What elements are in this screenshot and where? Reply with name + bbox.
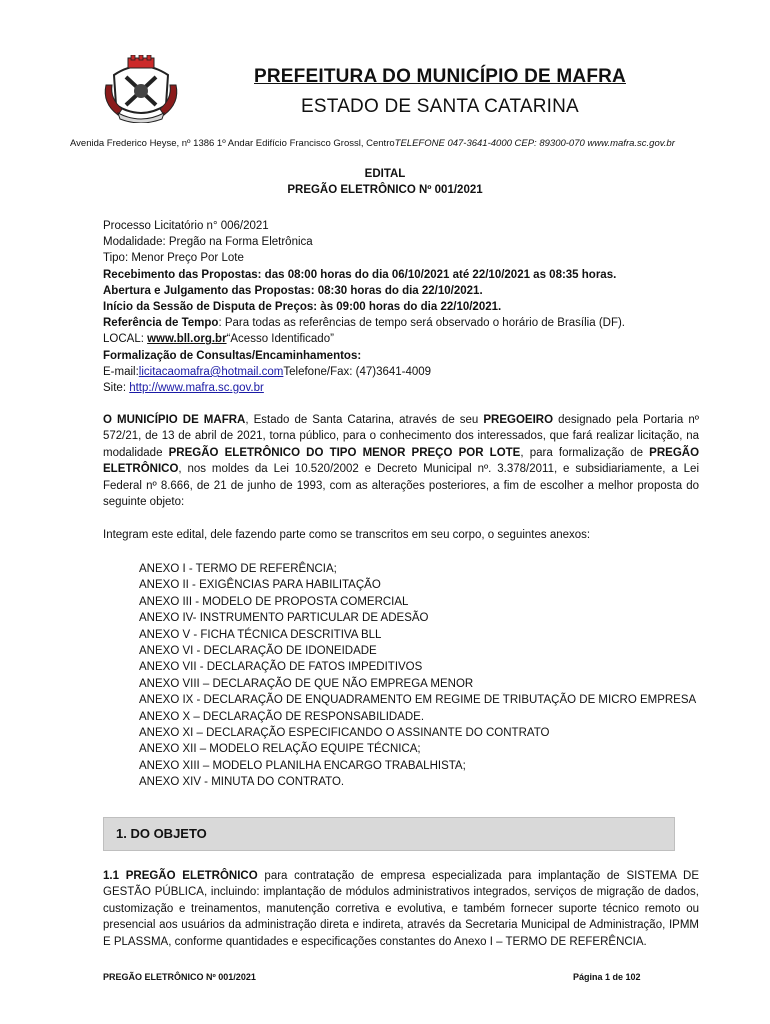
phone-text: Telefone/Fax: (47)3641-4009 [283,365,432,378]
intro-paragraph [103,412,699,510]
intro-text-2: designado pela Portaria nº 572/21, de 13 de abril de 2021, torna público, para o conhecimento dos interessados, que fará realizar licitação, na modalidade [103,414,699,459]
referencia-label: Referência de Tempo [103,317,219,330]
annex-item: ANEXO V - FICHA TÉCNICA DESCRITIVA BLL [139,628,382,641]
referencia-text: : Para todas as referências de tempo será observado o horário de Brasília (DF). [218,317,626,330]
intro-text-4: , nos moldes da Lei 10.520/2002 e Decreto Municipal nº. 3.378/2011, e subsidiariamente, a Lei Federal nº 8.666, de 21 de junho de 1993, com as alterações posteriores, a fim de escolher a melhor proposta do seguinte objeto: [103,463,699,509]
tipo-line: Tipo: Menor Preço Por Lote [103,252,244,265]
annex-item: ANEXO XIII – MODELO PLANILHA ENCARGO TRABALHISTA; [139,759,466,772]
local-label: LOCAL: [103,333,148,346]
address-text: Avenida Frederico Heyse, nº 1386 1º Andar Edifício Francisco Grossl, Centro [70,138,395,149]
processo-line: Processo Licitatório n° 006/2021 [103,220,269,232]
pregao-heading: PREGÃO ELETRÔNICO Nº 001/2021 [287,184,483,196]
section-title: 1. DO OBJETO [116,826,207,841]
formalizacao-line: Formalização de Consultas/Encaminhamentos: [103,349,362,362]
intro-bold-2: PREGOEIRO [483,414,554,426]
site-link[interactable]: http://www.mafra.sc.gov.br [129,382,264,395]
recebimento-line: Recebimento das Propostas: das 08:00 horas do dia 06/10/2021 até 22/10/2021 as 08:35 horas. [103,268,617,281]
annex-item: ANEXO VII - DECLARAÇÃO DE FATOS IMPEDITIVOS [139,661,423,674]
intro-bold-1: O MUNICÍPIO DE MAFRA [103,414,246,426]
annexes-intro: Integram este edital, dele fazendo parte como se transcritos em seu corpo, o seguintes anexos: [103,529,591,541]
referencia-line [103,315,703,331]
intro-text-3: , para formalização de [520,446,650,459]
annex-item: ANEXO II - EXIGÊNCIAS PARA HABILITAÇÃO [139,579,381,592]
annex-item: ANEXO X – DECLARAÇÃO DE RESPONSABILIDADE. [139,710,425,723]
objeto-bold: 1.1 PREGÃO ELETRÔNICO [103,870,258,882]
objeto-text: para contratação de empresa especializada para implantação de SISTEMA DE GESTÃO PÚBLICA, incluindo: implantação de módulos administrativos integrados, serviços de migração de dados, customização e treinamentos, manutenção corretiva e evolutiva, e também fornecer suporte técnico remoto ou presencial aos usuários da administração direta e indireta, através da Secretaria Municipal de Administração, IPMM E PLASSMA, conforme quantidades e especificações constantes do Anexo I – TERMO DE REFERÊNCIA. [103,870,699,948]
annex-list [139,561,699,791]
annex-item: ANEXO VI - DECLARAÇÃO DE IDONEIDADE [139,645,377,658]
footer-page-number: Página 1 de 102 [573,972,641,982]
intro-bold-3: PREGÃO ELETRÔNICO DO TIPO MENOR PREÇO POR LOTE [168,446,521,459]
email-line [103,364,703,380]
address-line [70,138,750,149]
annex-item: ANEXO I - TERMO DE REFERÊNCIA; [139,563,337,575]
email-link[interactable]: licitacaomafra@hotmail.com [138,365,284,378]
annex-item: ANEXO IV- INSTRUMENTO PARTICULAR DE ADESÃO [139,612,429,625]
abertura-line: Abertura e Julgamento das Propostas: 08:30 horas do dia 22/10/2021. [103,284,483,297]
section-header-objeto [103,817,675,851]
modalidade-line: Modalidade: Pregão na Forma Eletrônica [103,236,313,249]
local-line [103,331,703,347]
annex-item: ANEXO IX - DECLARAÇÃO DE ENQUADRAMENTO EM REGIME DE TRIBUTAÇÃO DE MICRO EMPRESA [139,694,697,707]
objeto-paragraph [103,868,699,950]
local-link[interactable]: www.bll.org.br [147,333,227,346]
municipality-title: PREFEITURA DO MUNICÍPIO DE MAFRA [254,66,626,87]
annex-item: ANEXO XII – MODELO RELAÇÃO EQUIPE TÉCNICA; [139,743,421,756]
edital-heading: EDITAL [364,168,406,180]
intro-bold-4: PREGÃO ELETRÔNICO [103,446,700,476]
inicio-line: Início da Sessão de Disputa de Preços: às 09:00 horas do dia 22/10/2021. [103,301,502,314]
annex-item: ANEXO VIII – DECLARAÇÃO DE QUE NÃO EMPREGA MENOR [139,677,474,690]
site-label: Site: [103,382,130,395]
state-subtitle: ESTADO DE SANTA CATARINA [301,96,579,117]
local-text: “Acesso Identificado” [226,333,334,346]
site-line [103,380,703,396]
annex-item: ANEXO XIV - MINUTA DO CONTRATO. [139,776,345,789]
annex-item: ANEXO XI – DECLARAÇÃO ESPECIFICANDO O ASSINANTE DO CONTRATO [139,727,550,740]
email-label: E-mail: [103,365,139,378]
annex-item: ANEXO III - MODELO DE PROPOSTA COMERCIAL [139,595,409,608]
intro-text-1: , Estado de Santa Catarina, através de seu [245,414,484,426]
footer-doc-id: PREGÃO ELETRÔNICO Nº 001/2021 [103,972,256,982]
coat-of-arms-logo [100,55,182,123]
process-info [103,218,703,396]
contact-text: TELEFONE 047-3641-4000 CEP: 89300-070 www.mafra.sc.gov.br [394,138,675,149]
